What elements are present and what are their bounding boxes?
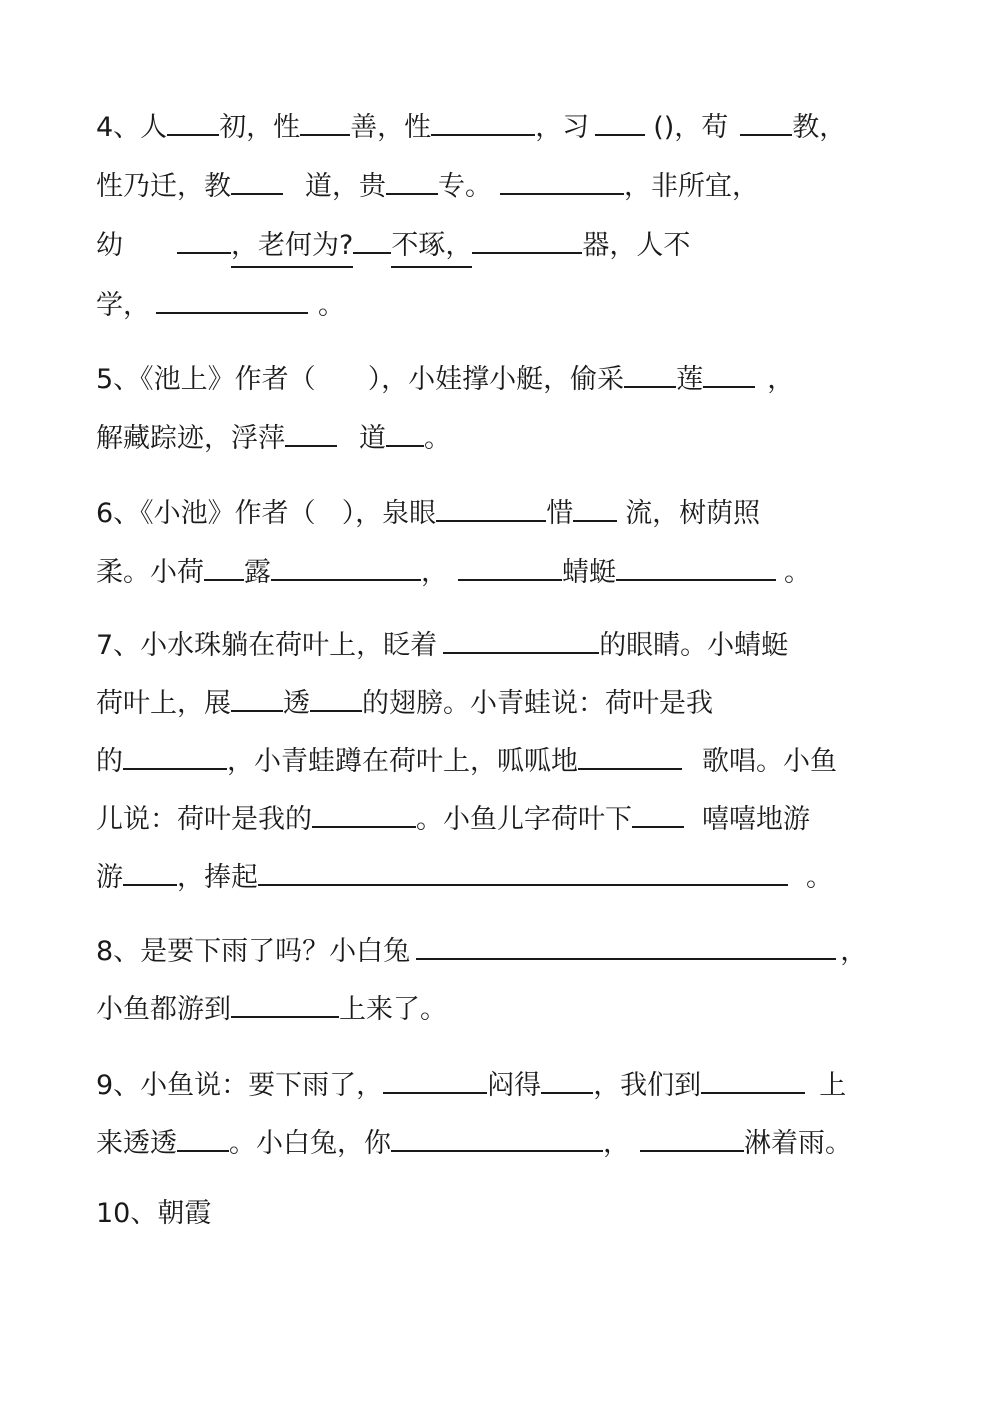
- text: 。小白兔，你: [229, 1128, 391, 1159]
- q9-line-2: [96, 1120, 852, 1160]
- blank[interactable]: [300, 104, 350, 136]
- text: 7、小水珠躺在荷叶上，眨着: [96, 630, 438, 661]
- text: 。: [318, 290, 345, 321]
- q7-line-2: [96, 680, 713, 720]
- text: ，: [603, 1128, 630, 1159]
- q4-line-1: [96, 104, 846, 144]
- text: 道: [359, 423, 386, 454]
- blank[interactable]: [123, 854, 177, 886]
- text: 上来了。: [339, 994, 447, 1025]
- blank[interactable]: [416, 928, 836, 960]
- blank[interactable]: [391, 1120, 603, 1152]
- text: 学，: [96, 290, 150, 321]
- text: 器，人不: [582, 230, 691, 261]
- text: 淋着雨。: [744, 1128, 852, 1159]
- q7-line-5: [96, 854, 833, 894]
- text: 歌唱。小鱼: [702, 746, 837, 777]
- text: 蜻蜓: [562, 557, 616, 588]
- text: 4、人: [96, 112, 168, 143]
- blank[interactable]: [231, 680, 283, 712]
- blank[interactable]: [353, 222, 391, 254]
- blank[interactable]: [573, 490, 617, 522]
- text-with-underline: 不琢，: [391, 226, 472, 268]
- blank[interactable]: [436, 490, 546, 522]
- text: 9、小鱼说：要下雨了，: [96, 1070, 384, 1101]
- text: 教，: [792, 112, 847, 143]
- q4-line-2: [96, 163, 759, 203]
- blank[interactable]: [204, 549, 244, 581]
- blank[interactable]: [258, 854, 788, 886]
- q7-line-1: [96, 622, 788, 662]
- blank[interactable]: [701, 1062, 805, 1094]
- q7-line-3: [96, 738, 837, 778]
- text: 流，树荫照: [625, 498, 761, 529]
- text: ，习: [535, 112, 590, 143]
- blank[interactable]: [616, 549, 776, 581]
- blank[interactable]: [383, 1062, 487, 1094]
- q5-line-2: [96, 415, 451, 455]
- text: 游: [96, 862, 123, 893]
- blank[interactable]: [595, 104, 645, 136]
- q7-line-4: [96, 796, 810, 836]
- blank[interactable]: [541, 1062, 593, 1094]
- text: 上: [819, 1070, 847, 1101]
- blank[interactable]: [123, 738, 227, 770]
- q8-line-2: [96, 986, 447, 1026]
- text-with-underline: ，老何为?: [231, 226, 353, 268]
- blank[interactable]: [386, 163, 438, 195]
- blank[interactable]: [443, 622, 599, 654]
- text: 露: [244, 557, 271, 588]
- text: ），小娃撑小艇，偷采: [367, 364, 625, 395]
- text: 10、朝霞: [96, 1198, 212, 1229]
- blank[interactable]: [386, 415, 424, 447]
- text: ，我们到: [593, 1070, 702, 1101]
- text: 。小鱼儿字荷叶下: [416, 804, 632, 835]
- text: 性乃迁，教: [96, 171, 231, 202]
- text: 初，性: [219, 112, 301, 143]
- text: 柔。小荷: [96, 557, 204, 588]
- blank[interactable]: [285, 415, 337, 447]
- blank[interactable]: [310, 680, 362, 712]
- text: ，: [767, 364, 795, 395]
- text: 的: [96, 746, 123, 777]
- blank[interactable]: [458, 549, 562, 581]
- text: 荷叶上，展: [96, 688, 231, 719]
- blank[interactable]: [177, 222, 231, 254]
- text: 的翅膀。小青蛙说：荷叶是我: [362, 688, 713, 719]
- text: ），泉眼: [341, 498, 437, 529]
- blank[interactable]: [167, 104, 219, 136]
- text: 。: [784, 557, 811, 588]
- q8-line-1: [96, 928, 867, 968]
- blank[interactable]: [156, 282, 308, 314]
- text: ，小青蛙蹲在荷叶上，呱呱地: [227, 746, 578, 777]
- text: ，: [421, 557, 448, 588]
- q9-line-1: [96, 1062, 846, 1102]
- blank[interactable]: [578, 738, 682, 770]
- text: 的眼睛。小蜻蜓: [599, 630, 789, 661]
- text: 闷得: [487, 1070, 542, 1101]
- text: 5、《池上》作者（: [96, 364, 316, 395]
- q6-line-1: [96, 490, 760, 530]
- blank[interactable]: [640, 1120, 744, 1152]
- q10-line-1: [96, 1194, 211, 1234]
- text: ，捧起: [177, 862, 258, 893]
- text: 小鱼都游到: [96, 994, 231, 1025]
- q4-line-3: [96, 222, 690, 262]
- blank[interactable]: [740, 104, 792, 136]
- text: 。: [424, 423, 451, 454]
- text: 来透透: [96, 1128, 177, 1159]
- text: ()，苟: [653, 112, 729, 143]
- text: 幼: [96, 230, 123, 261]
- text: 6、《小池》作者（: [96, 498, 316, 529]
- q4-line-4: [96, 282, 345, 322]
- text: 专。: [438, 171, 492, 202]
- text: 善，性: [350, 112, 432, 143]
- blank[interactable]: [624, 356, 676, 388]
- text: 透: [283, 688, 310, 719]
- text: 8、是要下雨了吗？小白兔: [96, 936, 411, 967]
- blank[interactable]: [472, 222, 582, 254]
- text: 莲: [676, 364, 704, 395]
- q6-line-2: [96, 549, 811, 589]
- blank[interactable]: [177, 1120, 229, 1152]
- q5-line-1: [96, 356, 794, 396]
- text: ，非所宜，: [624, 171, 759, 202]
- text: 。: [806, 862, 833, 893]
- blank[interactable]: [703, 356, 755, 388]
- blank[interactable]: [271, 549, 421, 581]
- text: ，: [840, 936, 868, 967]
- blank[interactable]: [231, 986, 339, 1018]
- blank[interactable]: [231, 163, 283, 195]
- text: 解藏踪迹，浮萍: [96, 423, 285, 454]
- text: 道，贵: [305, 171, 386, 202]
- blank[interactable]: [500, 163, 624, 195]
- blank[interactable]: [632, 796, 684, 828]
- text: 儿说：荷叶是我的: [96, 804, 312, 835]
- blank[interactable]: [431, 104, 535, 136]
- text: 惜: [546, 498, 574, 529]
- blank[interactable]: [312, 796, 416, 828]
- text: 嘻嘻地游: [702, 804, 810, 835]
